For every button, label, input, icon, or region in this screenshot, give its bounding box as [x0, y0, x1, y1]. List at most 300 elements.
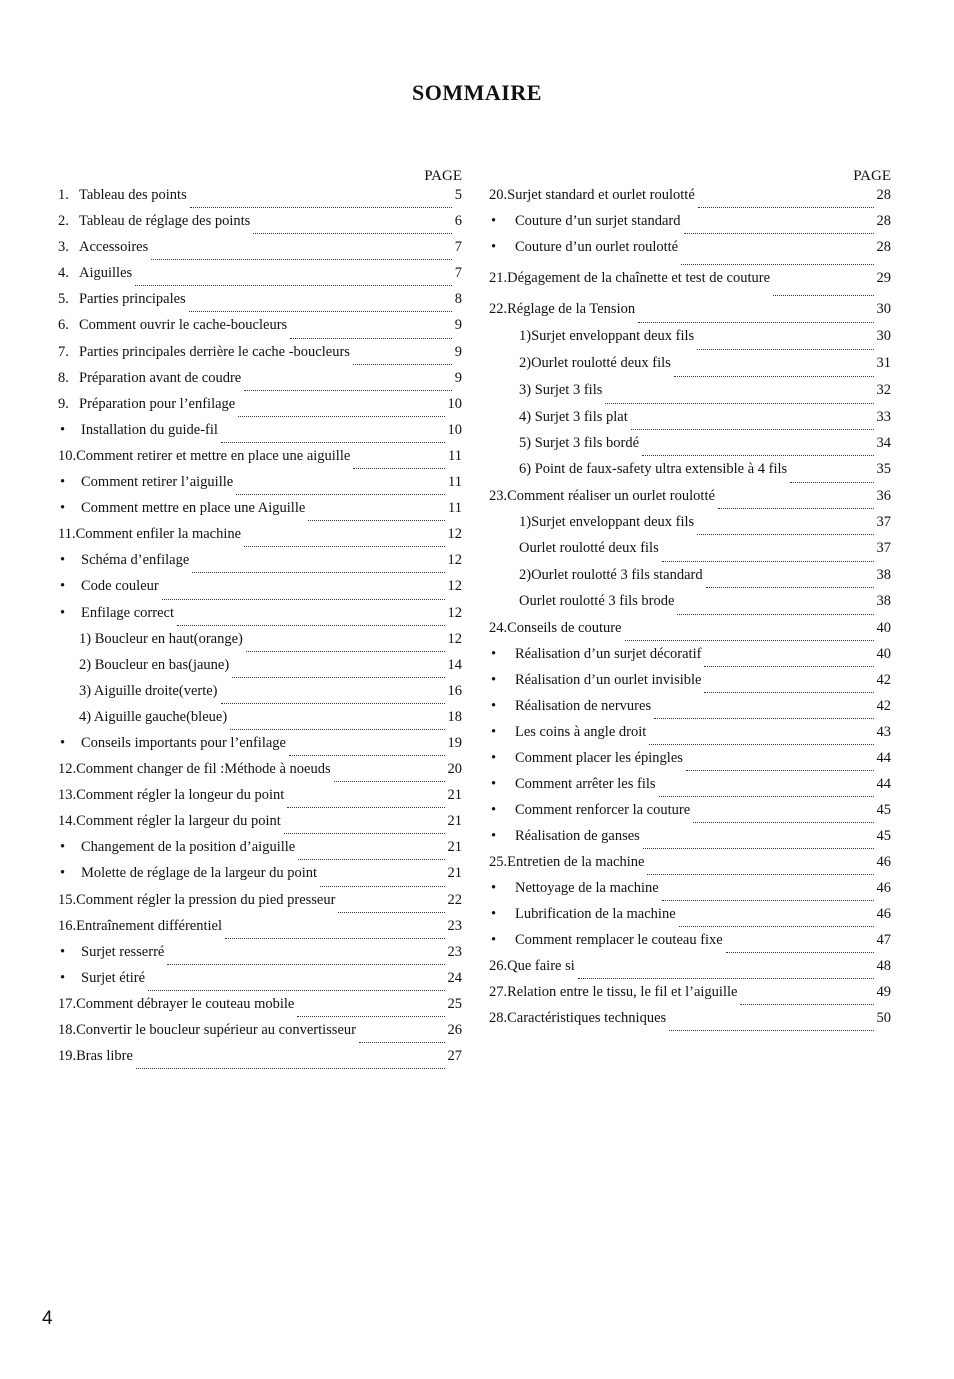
toc-entry-page: 30: [876, 301, 891, 317]
toc-entry-label: Réalisation d’un surjet décoratif: [515, 646, 702, 662]
toc-entry: [489, 592, 891, 619]
dot-leader: [679, 926, 874, 927]
toc-entry-number: 13.: [58, 787, 77, 804]
toc-entry-label: Comment régler la longeur du point: [76, 787, 285, 804]
toc-entry: [58, 943, 462, 969]
toc-entry: [489, 434, 891, 460]
bullet-icon: •: [491, 724, 497, 740]
toc-entry-label: Aiguilles: [79, 265, 133, 282]
toc-entry: [489, 905, 891, 931]
toc-entry: [489, 186, 891, 212]
toc-entry: [58, 577, 462, 603]
page-title: SOMMAIRE: [412, 80, 542, 105]
toc-entry: [58, 786, 462, 812]
toc-entry: [58, 421, 462, 447]
toc-entry-label: Convertir le boucleur supérieur au convertisseur: [76, 1022, 356, 1038]
bullet-icon: •: [60, 421, 66, 438]
toc-entry: [58, 473, 462, 499]
bullet-icon: •: [60, 734, 66, 751]
dot-leader: [654, 718, 873, 719]
toc-entry-page: 12: [447, 552, 462, 569]
toc-entry: [58, 1021, 462, 1047]
toc-entry: [489, 957, 891, 983]
dot-leader: [647, 874, 873, 875]
toc-entry: [58, 917, 462, 943]
toc-entry: [489, 671, 891, 697]
toc-entry-label: Préparation avant de coudre: [79, 369, 242, 386]
toc-entry: [58, 891, 462, 917]
toc-entry-label: Nettoyage de la machine: [515, 880, 659, 896]
toc-entry-label: Changement de la position d’aiguille: [81, 839, 296, 856]
dot-leader: [740, 1004, 873, 1005]
toc-entry: [489, 697, 891, 723]
toc-entry-label: 4) Aiguille gauche(bleue): [79, 708, 228, 725]
toc-entry: [58, 708, 462, 734]
toc-entry-page: 11: [448, 500, 462, 517]
toc-entry-label: Code couleur: [81, 578, 159, 595]
toc-entry-label: Molette de réglage de la largeur du point: [81, 865, 318, 882]
bullet-icon: •: [491, 213, 497, 229]
toc-entry-page: 45: [876, 828, 891, 844]
dot-leader: [148, 990, 444, 991]
toc-column-right: [489, 166, 891, 1035]
toc-entry-label: Réalisation de nervures: [515, 698, 652, 714]
toc-entry-label: Caractéristiques techniques: [507, 1010, 667, 1026]
toc-entry: [489, 801, 891, 827]
toc-entry-number: 17.: [58, 995, 77, 1012]
dot-leader: [773, 295, 873, 296]
toc-entry-number: 10.: [58, 447, 77, 464]
toc-entry-label: 2) Boucleur en bas(jaune): [79, 656, 230, 673]
toc-entry-page: 11: [448, 447, 462, 464]
toc-entry-label: 5) Surjet 3 fils bordé: [519, 435, 640, 451]
toc-entry: [58, 369, 462, 395]
dot-leader: [230, 729, 444, 730]
bullet-icon: •: [491, 802, 497, 818]
dot-leader: [643, 848, 874, 849]
dot-leader: [681, 264, 873, 265]
toc-entry-label: 3) Surjet 3 fils: [519, 382, 603, 398]
toc-entry-label: Comment mettre en place une Aiguille: [81, 500, 306, 517]
dot-leader: [177, 625, 445, 626]
toc-entry: [58, 630, 462, 656]
toc-entry-page: 38: [876, 567, 891, 583]
toc-entry: [489, 931, 891, 957]
toc-entry: [489, 381, 891, 408]
toc-entry-page: 28: [876, 187, 891, 203]
toc-entry-label: 2)Ourlet roulotté deux fils: [519, 355, 671, 371]
dot-leader: [704, 692, 873, 693]
bullet-icon: •: [60, 839, 66, 856]
toc-entry: [58, 186, 462, 212]
toc-entry-page: 12: [447, 526, 462, 543]
dot-leader: [605, 403, 873, 404]
toc-entry: [489, 513, 891, 539]
toc-entry-page: 14: [447, 656, 462, 673]
dot-leader: [151, 259, 451, 260]
toc-entry-page: 34: [876, 435, 891, 451]
toc-entry-page: 42: [876, 698, 891, 714]
toc-list-right: [489, 186, 891, 1035]
dot-leader: [726, 952, 874, 953]
toc-entry-page: 20: [447, 761, 462, 778]
toc-entry-page: 12: [447, 630, 462, 647]
toc-entry-page: 44: [876, 776, 891, 792]
toc-entry-number: 9.: [58, 395, 69, 412]
toc-entry-page: 49: [876, 984, 891, 1000]
toc-entry: [58, 604, 462, 630]
toc-entry-number: 23.: [489, 488, 508, 504]
toc-entry-page: 45: [876, 802, 891, 818]
bullet-icon: •: [60, 474, 66, 491]
toc-entry-page: 21: [447, 813, 462, 830]
toc-entry-page: 5: [454, 187, 462, 203]
dot-leader: [684, 233, 874, 234]
toc-entry: [58, 525, 462, 551]
toc-entry-page: 47: [876, 932, 891, 948]
toc-entry: [58, 760, 462, 786]
toc-entry-label: Comment placer les épingles: [515, 750, 683, 766]
dot-leader: [320, 886, 444, 887]
toc-entry-label: Couture d’un ourlet roulotté: [515, 239, 679, 255]
dot-leader: [136, 1068, 445, 1069]
dot-leader: [677, 614, 873, 615]
dot-leader: [638, 322, 873, 323]
bullet-icon: •: [491, 776, 497, 792]
toc-entry-label: Comment régler la largeur du point: [76, 813, 281, 830]
toc-entry-page: 9: [454, 369, 462, 386]
dot-leader: [284, 833, 445, 834]
bullet-icon: •: [491, 239, 497, 255]
toc-entry-number: 22.: [489, 301, 508, 317]
toc-entry: [489, 269, 891, 300]
toc-entry-label: Schéma d’enfilage: [81, 552, 190, 569]
toc-entry-label: 4) Surjet 3 fils plat: [519, 409, 628, 425]
bullet-icon: •: [491, 646, 497, 662]
dot-leader: [353, 468, 445, 469]
bullet-icon: •: [491, 672, 497, 688]
dot-leader: [642, 455, 873, 456]
toc-entry: [58, 838, 462, 864]
toc-entry: [489, 723, 891, 749]
toc-entry: [58, 395, 462, 421]
toc-entry-number: 27.: [489, 984, 508, 1000]
dot-leader: [167, 964, 444, 965]
toc-entry-page: 10: [447, 421, 462, 438]
toc-entry-label: Conseils importants pour l’enfilage: [81, 734, 286, 751]
toc-entry-label: Que faire si: [507, 958, 575, 974]
toc-entry-page: 50: [876, 1010, 891, 1026]
toc-entry-label: Parties principales: [79, 291, 186, 308]
toc-entry-page: 31: [876, 355, 891, 371]
toc-entry-label: 3) Aiguille droite(verte): [79, 682, 218, 699]
dot-leader: [289, 755, 445, 756]
dot-leader: [706, 587, 874, 588]
toc-entry: [58, 1047, 462, 1073]
toc-entry: [489, 1009, 891, 1035]
dot-leader: [669, 1030, 873, 1031]
toc-entry-number: 28.: [489, 1010, 508, 1026]
dot-leader: [662, 561, 874, 562]
toc-entry-page: 35: [876, 461, 891, 477]
toc-entry-page: 26: [447, 1022, 462, 1038]
toc-column-left: [58, 166, 462, 1073]
toc-entry-page: 21: [447, 865, 462, 882]
toc-entry-page: 9: [454, 317, 462, 334]
toc-entry-label: Comment réaliser un ourlet roulotté: [507, 488, 715, 504]
toc-entry-number: 21.: [489, 270, 508, 286]
toc-entry-page: 37: [876, 514, 891, 530]
toc-entry-page: 46: [876, 880, 891, 896]
bullet-icon: •: [491, 880, 497, 896]
toc-entry-page: 28: [876, 239, 891, 255]
dot-leader: [674, 376, 874, 377]
toc-entry-page: 18: [447, 708, 462, 725]
dot-leader: [790, 482, 873, 483]
toc-entry-label: Préparation pour l’enfilage: [79, 395, 236, 412]
toc-entry: [58, 238, 462, 264]
dot-leader: [225, 938, 444, 939]
toc-entry-label: Comment ouvrir le cache-boucleurs: [79, 317, 288, 334]
toc-entry: [58, 212, 462, 238]
toc-entry: [58, 864, 462, 890]
toc-entry-label: Installation du guide-fil: [81, 421, 218, 438]
dot-leader: [704, 666, 873, 667]
toc-entry-page: 42: [876, 672, 891, 688]
bullet-icon: •: [491, 906, 497, 922]
bullet-icon: •: [491, 828, 497, 844]
toc-entry-page: 23: [447, 917, 462, 934]
toc-entry-label: Ourlet roulotté 3 fils brode: [519, 593, 675, 609]
toc-entry: [58, 264, 462, 290]
dot-leader: [290, 338, 452, 339]
toc-entry-number: 1.: [58, 187, 69, 203]
toc-entry-label: Accessoires: [79, 239, 149, 256]
bullet-icon: •: [60, 578, 66, 595]
toc-entry: [58, 290, 462, 316]
dot-leader: [246, 651, 445, 652]
toc-entry-label: Parties principales derrière le cache -boucleurs: [79, 343, 350, 360]
toc-entry-number: 8.: [58, 369, 69, 386]
page-column-heading: PAGE: [853, 168, 891, 184]
dot-leader: [631, 429, 874, 430]
toc-entry-label: Surjet standard et ourlet roulotté: [507, 187, 695, 203]
toc-entry-label: Entretien de la machine: [507, 854, 645, 870]
dot-leader: [718, 508, 874, 509]
toc-entry-number: 18.: [58, 1022, 77, 1038]
bullet-icon: •: [60, 943, 66, 960]
bullet-icon: •: [491, 750, 497, 766]
bullet-icon: •: [60, 865, 66, 882]
toc-entry-number: 5.: [58, 291, 69, 308]
dot-leader: [359, 1042, 445, 1043]
toc-entry-page: 40: [876, 646, 891, 662]
toc-entry-page: 10: [447, 395, 462, 412]
toc-entry-label: Tableau des points: [79, 187, 187, 203]
dot-leader: [698, 207, 874, 208]
toc-entry-label: Comment retirer l’aiguille: [81, 474, 234, 491]
toc-entry-page: 7: [454, 265, 462, 282]
toc-entry: [489, 354, 891, 381]
dot-leader: [649, 744, 873, 745]
toc-entry-number: 12.: [58, 761, 77, 778]
dot-leader: [297, 1016, 444, 1017]
bullet-icon: •: [60, 969, 66, 986]
toc-entry: [58, 734, 462, 760]
toc-entry-page: 36: [876, 488, 891, 504]
dot-leader: [334, 781, 445, 782]
toc-entry-label: Entraînement différentiel: [76, 917, 223, 934]
dot-leader: [659, 796, 874, 797]
toc-entry-page: 21: [447, 787, 462, 804]
toc-entry-label: 1) Boucleur en haut(orange): [79, 630, 243, 647]
toc-entry-label: Réglage de la Tension: [507, 301, 636, 317]
toc-entry-page: 24: [447, 969, 462, 986]
toc-entry: [58, 682, 462, 708]
toc-entry-number: 2.: [58, 213, 69, 230]
toc-entry-number: 3.: [58, 239, 69, 256]
dot-leader: [287, 807, 444, 808]
toc-entry: [58, 656, 462, 682]
toc-entry-number: 25.: [489, 854, 508, 870]
dot-leader: [578, 978, 874, 979]
toc-entry-number: 24.: [489, 620, 508, 636]
page-number: 4: [42, 1308, 53, 1329]
toc-entry: [489, 749, 891, 775]
toc-entry-label: Comment renforcer la couture: [515, 802, 691, 818]
toc-entry-label: Comment régler la pression du pied presseur: [76, 891, 336, 908]
page-column-heading: PAGE: [424, 168, 462, 184]
toc-list-left: [58, 186, 462, 1073]
toc-entry-page: 16: [447, 682, 462, 699]
toc-entry-label: Lubrification de la machine: [515, 906, 676, 922]
toc-entry-label: Dégagement de la chaînette et test de couture: [507, 270, 771, 286]
toc-entry: [489, 645, 891, 671]
toc-entry: [489, 879, 891, 905]
toc-entry: [489, 827, 891, 853]
toc-entry-label: Comment arrêter les fils: [515, 776, 656, 792]
dot-leader: [244, 546, 444, 547]
dot-leader: [662, 900, 874, 901]
toc-entry-number: 7.: [58, 343, 69, 360]
toc-entry: [489, 853, 891, 879]
toc-entry: [58, 995, 462, 1021]
dot-leader: [686, 770, 874, 771]
toc-entry-label: Réalisation d’un ourlet invisible: [515, 672, 702, 688]
toc-entry-label: Comment enfiler la machine: [75, 526, 242, 543]
toc-entry-label: Conseils de couture: [507, 620, 622, 636]
toc-entry-page: 30: [876, 328, 891, 344]
toc-entry-label: Enfilage correct: [81, 604, 174, 621]
toc-entry-label: Surjet resserré: [81, 943, 165, 960]
dot-leader: [162, 599, 445, 600]
toc-entry-number: 16.: [58, 917, 77, 934]
dot-leader: [253, 233, 451, 234]
toc-entry-label: 6) Point de faux-safety ultra extensible à 4 fils: [519, 461, 788, 477]
toc-entry-number: 11.: [58, 526, 76, 543]
toc-entry-page: 11: [448, 474, 462, 491]
dot-leader: [190, 207, 452, 208]
toc-entry-page: 29: [876, 270, 891, 286]
toc-entry-page: 25: [447, 995, 462, 1012]
dot-leader: [298, 859, 444, 860]
toc-entry: [489, 566, 891, 592]
dot-leader: [244, 390, 452, 391]
toc-entry: [489, 983, 891, 1009]
toc-entry: [58, 316, 462, 342]
toc-entry: [58, 343, 462, 369]
toc-entry-number: 26.: [489, 958, 508, 974]
toc-entry-number: 20.: [489, 187, 508, 203]
toc-entry-page: 9: [454, 343, 462, 360]
toc-entry-page: 7: [454, 239, 462, 256]
toc-entry: [489, 487, 891, 513]
dot-leader: [697, 534, 873, 535]
toc-entry: [58, 499, 462, 525]
toc-entry-page: 44: [876, 750, 891, 766]
dot-leader: [192, 572, 444, 573]
toc-entry: [489, 539, 891, 566]
toc-entry-page: 22: [447, 891, 462, 908]
toc-entry-number: 14.: [58, 813, 77, 830]
toc-entry-label: Bras libre: [76, 1048, 133, 1065]
toc-entry-page: 32: [876, 382, 891, 398]
toc-entry-page: 40: [876, 620, 891, 636]
toc-entry-number: 6.: [58, 317, 69, 334]
toc-entry: [489, 300, 891, 327]
bullet-icon: •: [60, 604, 66, 621]
dot-leader: [221, 703, 445, 704]
toc-entry-page: 46: [876, 854, 891, 870]
toc-entry-page: 21: [447, 839, 462, 856]
toc-entry-number: 19.: [58, 1048, 77, 1065]
toc-entry: [489, 212, 891, 238]
toc-entry: [489, 238, 891, 269]
toc-entry-page: 43: [876, 724, 891, 740]
toc-entry: [489, 327, 891, 354]
dot-leader: [232, 677, 444, 678]
dot-leader: [236, 494, 445, 495]
dot-leader: [338, 912, 444, 913]
dot-leader: [693, 822, 873, 823]
toc-entry-page: 19: [447, 734, 462, 751]
toc-entry-page: 37: [876, 540, 891, 556]
dot-leader: [221, 442, 445, 443]
dot-leader: [238, 416, 444, 417]
toc-entry-label: Les coins à angle droit: [515, 724, 647, 740]
toc-entry-label: Couture d’un surjet standard: [515, 213, 681, 229]
toc-entry-label: Réalisation de ganses: [515, 828, 640, 844]
toc-entry-label: Ourlet roulotté deux fils: [519, 540, 659, 556]
toc-entry-page: 12: [447, 604, 462, 621]
toc-entry: [489, 460, 891, 487]
toc-entry: [58, 551, 462, 577]
toc-entry-page: 48: [876, 958, 891, 974]
toc-entry-number: 15.: [58, 891, 77, 908]
toc-entry-page: 6: [454, 213, 462, 230]
toc-entry: [489, 408, 891, 434]
toc-entry-page: 23: [447, 943, 462, 960]
dot-leader: [189, 311, 452, 312]
toc-entry-page: 46: [876, 906, 891, 922]
dot-leader: [135, 285, 452, 286]
toc-entry-label: 1)Surjet enveloppant deux fils: [519, 514, 695, 530]
toc-entry-page: 27: [447, 1048, 462, 1065]
toc-entry-page: 38: [876, 593, 891, 609]
toc-entry-label: Comment retirer et mettre en place une aiguille: [76, 447, 351, 464]
toc-entry-label: Tableau de réglage des points: [79, 213, 251, 230]
toc-entry-page: 28: [876, 213, 891, 229]
